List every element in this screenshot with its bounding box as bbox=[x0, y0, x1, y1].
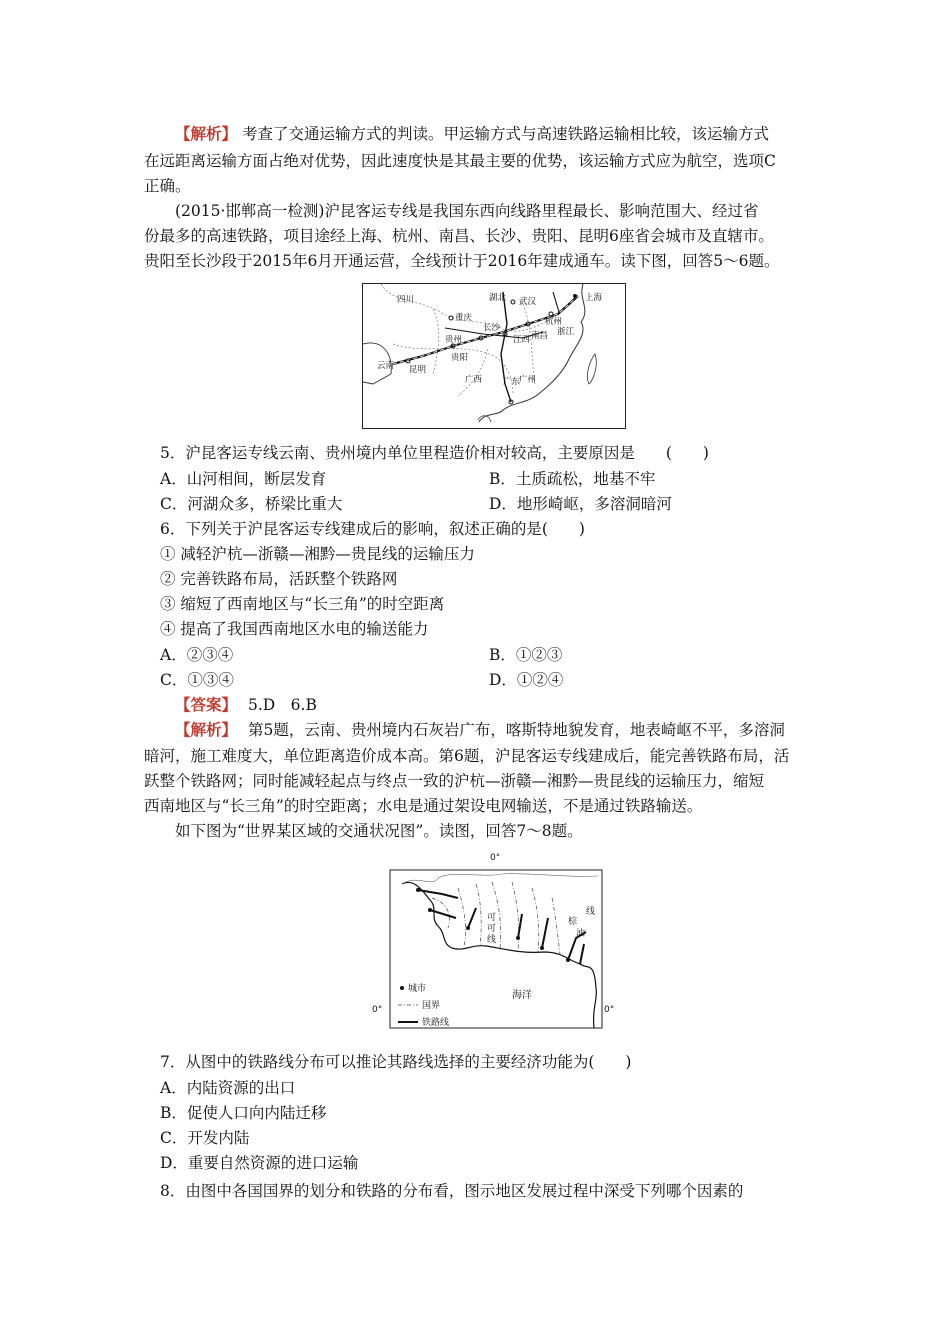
map2-ocean-label: 海洋 bbox=[512, 990, 532, 1001]
map1-label: 重庆 bbox=[455, 313, 473, 323]
q7-option-d: D．重要自然资源的进口运输 bbox=[160, 1154, 359, 1172]
china-railway-map-svg bbox=[363, 284, 625, 428]
map2-oil-line-label: 棕 bbox=[568, 917, 578, 927]
intro-1-line-3: 贵阳至长沙段于2015年6月开通运营，全线预计于2016年建成通车。读下图，回答5～6题。 bbox=[144, 252, 780, 270]
intro-2: 如下图为“世界某区域的交通状况图”。读图，回答7～8题。 bbox=[175, 822, 583, 840]
analysis-2-line-4: 西南地区与“长三角”的时空距离；水电是通过架设电网输送，不是通过铁路输送。 bbox=[144, 797, 703, 815]
map1-label: 江西 bbox=[513, 335, 531, 345]
q6-option-d: D．①②④ bbox=[489, 671, 564, 689]
analysis-1-line-3: 正确。 bbox=[144, 177, 191, 195]
map1-label: 长沙 bbox=[483, 323, 501, 333]
map2-oil-line-label: 油 bbox=[576, 929, 586, 939]
answer-tag: 【答案】 bbox=[175, 695, 238, 714]
map2-line-label: 线 bbox=[487, 935, 497, 945]
analysis-1-line-2: 在远距离运输方面占绝对优势，因此速度快是其最主要的优势，该运输方式应为航空，选项C bbox=[144, 152, 776, 170]
q5-option-b: B．土质疏松，地基不牢 bbox=[489, 470, 656, 488]
analysis-tag: 【解析】 bbox=[175, 124, 238, 143]
world-region-transport-map bbox=[372, 848, 628, 1032]
map1-label: 浙江 bbox=[557, 327, 575, 337]
map2-line-label: 可 bbox=[487, 924, 497, 934]
map1-label: 湖北 bbox=[489, 293, 507, 303]
map1-label: 武汉 bbox=[519, 297, 537, 307]
q6-option-a: A．②③④ bbox=[160, 646, 234, 664]
analysis-1-line-1: 【解析】 考查了交通运输方式的判读。甲运输方式与高速铁路运输相比较，该运输方式 bbox=[175, 124, 769, 143]
map1-label: 广西 bbox=[465, 375, 483, 385]
map1-label: 贵阳 bbox=[451, 353, 469, 363]
map1-label: 昆明 bbox=[409, 365, 427, 375]
map2-degree-top: 0° bbox=[490, 853, 501, 863]
analysis-2-line-2: 暗河，施工难度大，单位距离造价成本高。第6题，沪昆客运专线建成后，能完善铁路布局，活 bbox=[144, 747, 790, 765]
map2-line-label: 可 bbox=[487, 913, 497, 923]
map2-degree-right: 0° bbox=[604, 1005, 615, 1015]
map2-degree-left: 0° bbox=[372, 1005, 383, 1015]
q7-option-c: C．开发内陆 bbox=[160, 1129, 250, 1147]
map1-label: 南昌 bbox=[531, 331, 549, 341]
map1-label: 贵州 bbox=[445, 335, 463, 345]
intro-1-line-2: 份最多的高速铁路，项目途经上海、杭州、南昌、长沙、贵阳、昆明6座省会城市及直辖市。 bbox=[144, 227, 774, 245]
legend-rail: 铁路线 bbox=[422, 1018, 450, 1028]
q6-option-b: B．①②③ bbox=[489, 646, 563, 664]
q5-stem: 5．沪昆客运专线云南、贵州境内单位里程造价相对较高，主要原因是 ( ) bbox=[160, 444, 709, 462]
q8-stem: 8．由图中各国国界的划分和铁路的分布看，图示地区发展过程中深受下列哪个因素的 bbox=[160, 1182, 744, 1200]
map1-label: 云南 bbox=[377, 361, 395, 371]
map1-label: 杭州 bbox=[545, 317, 563, 327]
q5-option-c: C．河湖众多，桥梁比重大 bbox=[160, 495, 343, 513]
analysis-2-line-1: 【解析】 第5题，云南、贵州境内石灰岩广布，喀斯特地貌发育，地表崎岖不平，多溶洞 bbox=[175, 720, 785, 739]
q7-option-a: A．内陆资源的出口 bbox=[160, 1079, 296, 1097]
q6-option-c: C．①③④ bbox=[160, 671, 234, 689]
answer-text: 5.D 6.B bbox=[247, 696, 317, 714]
legend-border: 国界 bbox=[422, 1001, 441, 1011]
q5-option-a: A．山河相间，断层发育 bbox=[160, 470, 327, 488]
legend-city: 城市 bbox=[408, 984, 427, 994]
china-railway-map bbox=[362, 283, 626, 429]
analysis-2-line-3: 跃整个铁路网；同时能减轻起点与终点一致的沪杭—浙赣—湘黔—贵昆线的运输压力，缩短 bbox=[144, 772, 765, 790]
analysis-tag: 【解析】 bbox=[175, 720, 238, 739]
map1-label: 四川 bbox=[397, 295, 415, 305]
map1-label: 上海 bbox=[585, 293, 603, 303]
q7-option-b: B．促使人口向内陆迁移 bbox=[160, 1104, 327, 1122]
map1-label: 广州 bbox=[519, 375, 537, 385]
map2-oil-line-label: 线 bbox=[586, 907, 596, 917]
q5-option-d: D．地形崎岖，多溶洞暗河 bbox=[489, 495, 672, 513]
q6-statement-3: ③ 缩短了西南地区与“长三角”的时空距离 bbox=[160, 595, 445, 613]
q6-statement-2: ② 完善铁路布局，活跃整个铁路网 bbox=[160, 570, 398, 588]
world-region-transport-map-svg bbox=[372, 848, 628, 1032]
answer-line bbox=[175, 695, 317, 715]
q6-statement-1: ① 减轻沪杭—浙赣—湘黔—贵昆线的运输压力 bbox=[160, 545, 475, 563]
q6-stem: 6．下列关于沪昆客运专线建成后的影响，叙述正确的是( ) bbox=[160, 520, 585, 538]
map1-label: 广东 bbox=[503, 377, 521, 387]
q7-stem: 7．从图中的铁路线分布可以推论其路线选择的主要经济功能为( ) bbox=[160, 1053, 632, 1071]
q6-statement-4: ④ 提高了我国西南地区水电的输送能力 bbox=[160, 620, 429, 638]
intro-1-line-1: (2015·邯郸高一检测)沪昆客运专线是我国东西向线路里程最长、影响范围大、经过省 bbox=[175, 202, 759, 220]
